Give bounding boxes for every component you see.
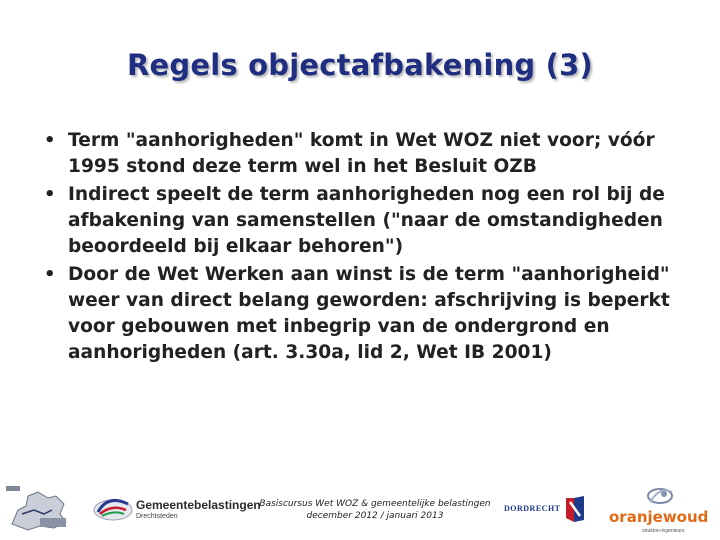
region-map-logo — [4, 484, 74, 532]
slide-title: Regels objectafbakening (3) — [127, 48, 593, 82]
bullet-marker: • — [44, 184, 56, 205]
gemeentebelastingen-name: Gemeentebelastingen — [136, 498, 261, 512]
footer-line-2: december 2012 / januari 2013 — [306, 511, 444, 521]
oranjewoud-sub: strukton-ingenieurs — [642, 528, 685, 534]
gemeentebelastingen-sub: Drechtsteden — [136, 513, 178, 520]
bullet-list — [44, 128, 694, 366]
dordrecht-flag-icon — [562, 494, 588, 526]
bullet-item-3 — [44, 262, 694, 366]
bullet-text: Indirect speelt de term aanhorigheden nog een rol bij de afbakening van samenstellen ("naar de omstandigheden beoordeeld bij elkaar behoren") — [68, 184, 665, 257]
footer — [0, 480, 720, 540]
bullet-marker: • — [44, 264, 56, 285]
oranjewoud-swirl-icon — [640, 484, 680, 508]
footer-line-1: Basiscursus Wet WOZ & gemeentelijke belastingen — [259, 499, 491, 509]
bullet-item-2 — [44, 182, 694, 260]
oranjewoud-logo-text: oranjewoud — [609, 508, 709, 526]
bullet-item-1 — [44, 128, 694, 180]
bullet-text: Door de Wet Werken aan winst is de term "aanhorigheid" weer van direct belang geworden: afschrijving is beperkt voor gebouwen met inbegrip van de ondergrond en aanhorigheden (art. 3.30a, lid 2, Wet IB 2001) — [68, 264, 670, 363]
gemeentebelastingen-logo-icon — [92, 490, 134, 522]
footer-caption — [240, 498, 510, 522]
bullet-text: Term "aanhorigheden" komt in Wet WOZ niet voor; vóór 1995 stond deze term wel in het Besluit OZB — [68, 130, 655, 177]
bullet-marker: • — [44, 130, 56, 151]
dordrecht-logo-text: DORDRECHT — [504, 504, 561, 513]
